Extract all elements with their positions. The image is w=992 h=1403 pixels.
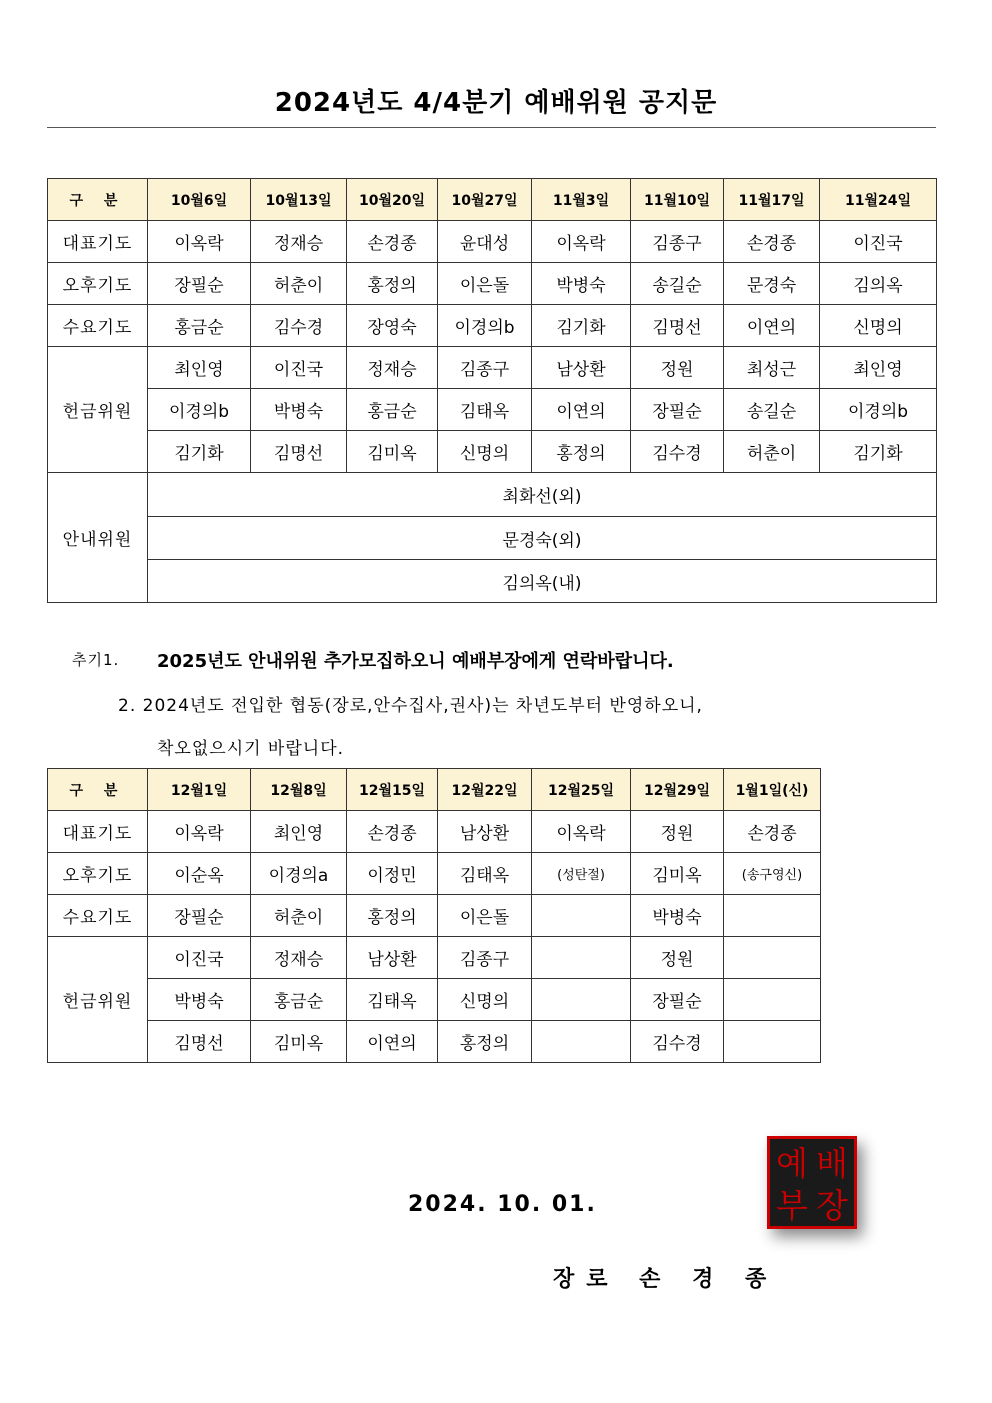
- name-cell: 홍정의: [532, 431, 631, 473]
- date-header: 10월27일: [438, 179, 532, 221]
- name-cell: 이옥락: [532, 221, 631, 263]
- empty-cell: [724, 895, 821, 937]
- name-cell: 정원: [631, 811, 724, 853]
- row-label: 헌금위원: [48, 937, 148, 1063]
- header-label: 구 분: [48, 179, 148, 221]
- empty-cell: [724, 979, 821, 1021]
- header-label: 구 분: [48, 769, 148, 811]
- name-cell: 김수경: [631, 431, 724, 473]
- name-cell: 이연의: [532, 389, 631, 431]
- seal-char: 배: [816, 1144, 848, 1183]
- table-row-rep-prayer: [48, 811, 821, 853]
- table-row-offering-3: [48, 431, 937, 473]
- name-cell: 김종구: [631, 221, 724, 263]
- name-cell: 김기화: [148, 431, 251, 473]
- table-row-wednesday-prayer: [48, 305, 937, 347]
- name-cell: 손경종: [724, 811, 821, 853]
- name-cell: 윤대성: [438, 221, 532, 263]
- name-cell: 김명선: [631, 305, 724, 347]
- name-cell: 신명의: [438, 979, 532, 1021]
- name-cell: 홍정의: [438, 1021, 532, 1063]
- name-cell: 허춘이: [251, 895, 347, 937]
- date-header: 12월22일: [438, 769, 532, 811]
- table-row-rep-prayer: [48, 221, 937, 263]
- name-cell: 장필순: [148, 895, 251, 937]
- table-row-offering-2: [48, 389, 937, 431]
- official-seal-stamp: [767, 1136, 857, 1229]
- usher-cell: 최화선(외): [148, 473, 937, 517]
- note-line-1: 2025년도 안내위원 추가모집하오니 예배부장에게 연락바랍니다.: [157, 651, 674, 672]
- table-row-afternoon-prayer: [48, 853, 821, 895]
- table-row-offering-1: [48, 937, 821, 979]
- seal-char: 장: [816, 1186, 848, 1225]
- name-cell: 이진국: [251, 347, 347, 389]
- row-label: 오후기도: [48, 263, 148, 305]
- seal-char: 부: [776, 1186, 808, 1225]
- date-header: 11월17일: [724, 179, 820, 221]
- empty-cell: [532, 1021, 631, 1063]
- name-cell: 정원: [631, 347, 724, 389]
- table-row-usher-1: [48, 473, 937, 517]
- name-cell: 박병숙: [148, 979, 251, 1021]
- name-cell: 손경종: [724, 221, 820, 263]
- seal-char: 예: [776, 1144, 808, 1183]
- usher-cell: 문경숙(외): [148, 517, 937, 560]
- name-cell: 김기화: [820, 431, 937, 473]
- note-line-3: 착오없으시기 바랍니다.: [157, 739, 345, 759]
- holiday-cell: (성탄절): [532, 853, 631, 895]
- signer-name: 장로 손 경 종: [553, 1267, 779, 1292]
- row-label: 안내위원: [48, 473, 148, 603]
- schedule-table-dec-jan: [47, 768, 821, 1063]
- name-cell: 이진국: [820, 221, 937, 263]
- name-cell: 장영숙: [347, 305, 438, 347]
- name-cell: 이순옥: [148, 853, 251, 895]
- name-cell: 송길순: [631, 263, 724, 305]
- name-cell: 홍정의: [347, 263, 438, 305]
- table-header-row: [48, 179, 937, 221]
- date-header: 12월25일: [532, 769, 631, 811]
- name-cell: 최성근: [724, 347, 820, 389]
- name-cell: 신명의: [820, 305, 937, 347]
- name-cell: 신명의: [438, 431, 532, 473]
- name-cell: 홍금순: [251, 979, 347, 1021]
- name-cell: 이경의b: [820, 389, 937, 431]
- name-cell: 장필순: [631, 979, 724, 1021]
- name-cell: 손경종: [347, 811, 438, 853]
- name-cell: 최인영: [148, 347, 251, 389]
- name-cell: 정재승: [251, 221, 347, 263]
- table-row-offering-2: [48, 979, 821, 1021]
- name-cell: 이옥락: [148, 811, 251, 853]
- name-cell: 이연의: [347, 1021, 438, 1063]
- name-cell: 정재승: [347, 347, 438, 389]
- empty-cell: [532, 895, 631, 937]
- empty-cell: [532, 979, 631, 1021]
- usher-cell: 김의옥(내): [148, 560, 937, 603]
- name-cell: 이경의a: [251, 853, 347, 895]
- date-header: 12월8일: [251, 769, 347, 811]
- holiday-cell: (송구영신): [724, 853, 821, 895]
- name-cell: 김종구: [438, 347, 532, 389]
- name-cell: 이은돌: [438, 263, 532, 305]
- row-label: 오후기도: [48, 853, 148, 895]
- page-title: 2024년도 4/4분기 예배위원 공지문: [274, 88, 718, 118]
- name-cell: 이연의: [724, 305, 820, 347]
- name-cell: 장필순: [631, 389, 724, 431]
- row-label: 헌금위원: [48, 347, 148, 473]
- name-cell: 남상환: [438, 811, 532, 853]
- date-header: 11월10일: [631, 179, 724, 221]
- name-cell: 김태옥: [438, 853, 532, 895]
- empty-cell: [532, 937, 631, 979]
- row-label: 대표기도: [48, 221, 148, 263]
- name-cell: 최인영: [820, 347, 937, 389]
- table-row-wednesday-prayer: [48, 895, 821, 937]
- table-row-offering-3: [48, 1021, 821, 1063]
- name-cell: 김명선: [148, 1021, 251, 1063]
- date-header: 10월6일: [148, 179, 251, 221]
- name-cell: 남상환: [347, 937, 438, 979]
- name-cell: 홍정의: [347, 895, 438, 937]
- name-cell: 이진국: [148, 937, 251, 979]
- name-cell: 박병숙: [532, 263, 631, 305]
- row-label: 대표기도: [48, 811, 148, 853]
- name-cell: 김태옥: [438, 389, 532, 431]
- name-cell: 박병숙: [251, 389, 347, 431]
- name-cell: 정원: [631, 937, 724, 979]
- name-cell: 이정민: [347, 853, 438, 895]
- name-cell: 최인영: [251, 811, 347, 853]
- date-header: 11월3일: [532, 179, 631, 221]
- table-row-usher-2: [48, 517, 937, 560]
- name-cell: 문경숙: [724, 263, 820, 305]
- name-cell: 김수경: [631, 1021, 724, 1063]
- name-cell: 손경종: [347, 221, 438, 263]
- name-cell: 박병숙: [631, 895, 724, 937]
- name-cell: 이옥락: [532, 811, 631, 853]
- name-cell: 이경의b: [148, 389, 251, 431]
- name-cell: 홍금순: [347, 389, 438, 431]
- name-cell: 이옥락: [148, 221, 251, 263]
- name-cell: 김수경: [251, 305, 347, 347]
- row-label: 수요기도: [48, 895, 148, 937]
- empty-cell: [724, 1021, 821, 1063]
- table-row-usher-3: [48, 560, 937, 603]
- name-cell: 김의옥: [820, 263, 937, 305]
- date-header: 12월1일: [148, 769, 251, 811]
- name-cell: 김기화: [532, 305, 631, 347]
- date-header: 10월13일: [251, 179, 347, 221]
- name-cell: 김태옥: [347, 979, 438, 1021]
- date-header: 12월15일: [347, 769, 438, 811]
- name-cell: 이경의b: [438, 305, 532, 347]
- row-label: 수요기도: [48, 305, 148, 347]
- name-cell: 김미옥: [631, 853, 724, 895]
- note-line-2: 2. 2024년도 전입한 협동(장로,안수집사,권사)는 차년도부터 반영하오니,: [118, 696, 703, 716]
- date-header: 1월1일(신): [724, 769, 821, 811]
- empty-cell: [724, 937, 821, 979]
- table-header-row: [48, 769, 821, 811]
- date-header: 12월29일: [631, 769, 724, 811]
- table-row-offering-1: [48, 347, 937, 389]
- name-cell: 홍금순: [148, 305, 251, 347]
- name-cell: 김미옥: [251, 1021, 347, 1063]
- name-cell: 김명선: [251, 431, 347, 473]
- name-cell: 정재승: [251, 937, 347, 979]
- table-row-afternoon-prayer: [48, 263, 937, 305]
- name-cell: 송길순: [724, 389, 820, 431]
- date-header: 11월24일: [820, 179, 937, 221]
- notice-date: 2024. 10. 01.: [408, 1192, 597, 1217]
- name-cell: 김종구: [438, 937, 532, 979]
- seal-graphic: [770, 1139, 854, 1226]
- note-heading: 추기1.: [72, 651, 120, 669]
- name-cell: 장필순: [148, 263, 251, 305]
- name-cell: 이은돌: [438, 895, 532, 937]
- name-cell: 허춘이: [724, 431, 820, 473]
- title-divider: [47, 127, 936, 128]
- date-header: 10월20일: [347, 179, 438, 221]
- name-cell: 허춘이: [251, 263, 347, 305]
- schedule-table-q4-oct-nov: [47, 178, 937, 603]
- name-cell: 김미옥: [347, 431, 438, 473]
- name-cell: 남상환: [532, 347, 631, 389]
